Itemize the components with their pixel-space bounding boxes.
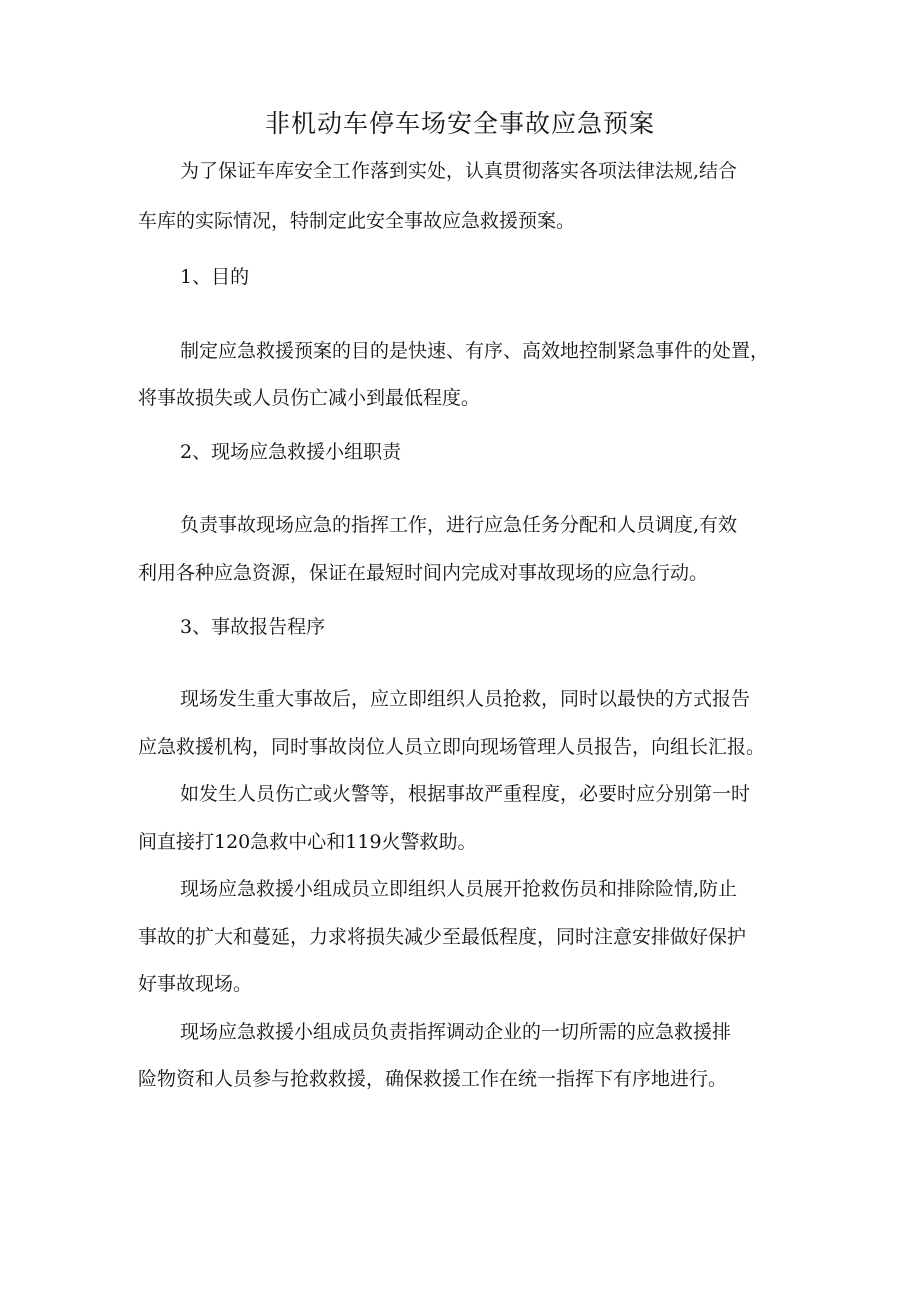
section-3-heading: 3、事故报告程序 [180, 616, 326, 638]
section-3-p3-line-3: 好事故现场。 [138, 973, 253, 995]
section-3-p2-line-1: 如发生人员伤亡或火警等，根据事故严重程度，必要时应分别第一时 [180, 783, 751, 805]
section-2-line-1: 负责事故现场应急的指挥工作，进行应急任务分配和人员调度,有效 [180, 514, 738, 536]
section-3-p1-line-1: 现场发生重大事故后，应立即组织人员抢救，同时以最快的方式报告 [180, 688, 751, 710]
section-2-line-2: 利用各种应急资源，保证在最短时间内完成对事故现场的应急行动。 [138, 562, 709, 584]
section-3-p2-line-2: 间直接打120急救中心和119火警救助。 [138, 831, 477, 853]
section-1-line-2: 将事故损失或人员伤亡减小到最低程度。 [138, 387, 481, 409]
document-title: 非机动车停车场安全事故应急预案 [264, 109, 655, 138]
section-1-heading: 1、目的 [180, 266, 250, 288]
section-1-line-1: 制定应急救援预案的目的是快速、有序、高效地控制紧急事件的处置， [180, 340, 770, 362]
section-3-p4-line-2: 险物资和人员参与抢救救援，确保救援工作在统一指挥下有序地进行。 [138, 1068, 728, 1090]
intro-line-2: 车库的实际情况，特制定此安全事故应急救援预案。 [138, 210, 576, 232]
section-2-heading: 2、现场应急救援小组职责 [180, 441, 402, 463]
intro-line-1: 为了保证车库安全工作落到实处，认真贯彻落实各项法律法规,结合 [180, 160, 738, 182]
section-3-p3-line-2: 事故的扩大和蔓延，力求将损失减少至最低程度，同时注意安排做好保护 [138, 926, 747, 948]
section-3-p1-line-2: 应急救援机构，同时事故岗位人员立即向现场管理人员报告，向组长汇报。 [138, 736, 766, 758]
section-3-p3-line-1: 现场应急救援小组成员立即组织人员展开抢救伤员和排除险情,防止 [180, 878, 738, 900]
section-3-p4-line-1: 现场应急救援小组成员负责指挥调动企业的一切所需的应急救援排 [180, 1021, 732, 1043]
